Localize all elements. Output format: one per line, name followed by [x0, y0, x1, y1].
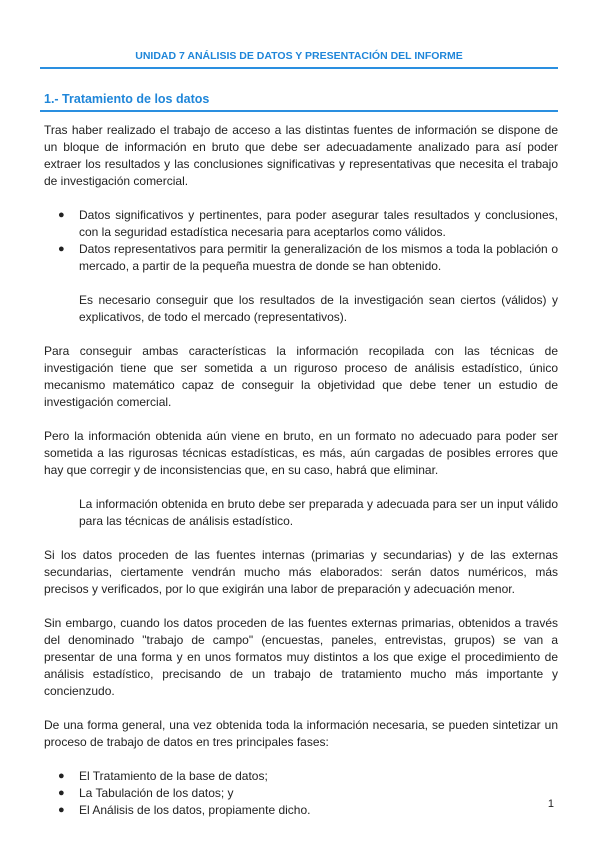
paragraph-raw-data: Pero la información obtenida aún viene en bruto, en un formato no adecuado para poder ser sometida a las rigurosas técnicas estadísticas, es más, aún cargadas de posibles errores que hay que corregir y de inconsistencias que, en su caso, habrá que eliminar. — [44, 429, 558, 477]
list-item — [44, 785, 558, 802]
bullet-icon: ● — [58, 243, 65, 255]
section-title-divider — [40, 110, 558, 112]
bullet-icon: ● — [58, 209, 65, 221]
list-note-text: Es necesario conseguir que los resultados de la investigación sean ciertos (válidos) y explicativos, de todo el mercado (representativos). — [79, 293, 558, 324]
header-divider — [40, 67, 558, 69]
list-item-text: El Análisis de los datos, propiamente dicho. — [79, 803, 311, 817]
list-item-text: La Tabulación de los datos; y — [79, 786, 234, 800]
bullet-icon: ● — [58, 787, 65, 799]
paragraph-phases-intro: De una forma general, una vez obtenida toda la información necesaria, se pueden sintetizar un proceso de trabajo de datos en tres principales fases: — [44, 718, 558, 749]
paragraph-sources: Si los datos proceden de las fuentes internas (primarias y secundarias) y de las externas secundarias, ciertamente vendrán mucho más elaborados: serán datos numéricos, más precisos y verificados, por lo que exigirán una labor de preparación y adecuación menor. — [44, 548, 558, 596]
bullet-icon: ● — [58, 804, 65, 816]
requirements-list — [44, 207, 558, 326]
section-title: 1.- Tratamiento de los datos — [44, 92, 210, 106]
paragraph-indented-note: La información obtenida en bruto debe ser preparada y adecuada para ser un input válido para las técnicas de análisis estadístico. — [79, 497, 558, 528]
list-item-text: Datos significativos y pertinentes, para poder asegurar tales resultados y conclusiones, con la seguridad estadística necesaria para aceptarlos como válidos. — [79, 208, 558, 239]
page-number: 1 — [547, 798, 554, 810]
paragraph-intro: Tras haber realizado el trabajo de acceso a las distintas fuentes de información se dispone de un bloque de información en bruto que debe ser adecuadamente analizado para así poder extraer los resultados y las conclusiones significativas y representativas que necesita el trabajo de investigación comercial. — [44, 123, 558, 188]
list-item — [44, 207, 558, 241]
document-body — [44, 122, 558, 836]
list-item — [44, 241, 558, 275]
list-item-text: El Tratamiento de la base de datos; — [79, 769, 268, 783]
paragraph-primary-sources: Sin embargo, cuando los datos proceden de las fuentes externas primarias, obtenidos a través del denominado "trabajo de campo" (encuestas, paneles, entrevistas, grupos) se van a presentar de una forma y en unos formatos muy distintos a los que exige el procedimiento de análisis estadístico, precisando de un trabajo de tratamiento mucho más importante y concienzudo. — [44, 616, 558, 698]
bullet-icon: ● — [58, 770, 65, 782]
list-item — [44, 768, 558, 785]
list-item — [44, 802, 558, 819]
list-note — [44, 292, 558, 326]
page-header-title: UNIDAD 7 ANÁLISIS DE DATOS Y PRESENTACIÓN DEL INFORME — [135, 50, 463, 62]
phases-list — [44, 768, 558, 819]
list-item-text: Datos representativos para permitir la generalización de los mismos a toda la población o mercado, a partir de la pequeña muestra de donde se han obtenido. — [79, 242, 558, 273]
paragraph-analysis: Para conseguir ambas características la información recopilada con las técnicas de investigación tiene que ser sometida a un riguroso proceso de análisis estadístico, único mecanismo matemático capaz de conseguir la objetividad que debe tener un estudio de investigación comercial. — [44, 344, 558, 409]
